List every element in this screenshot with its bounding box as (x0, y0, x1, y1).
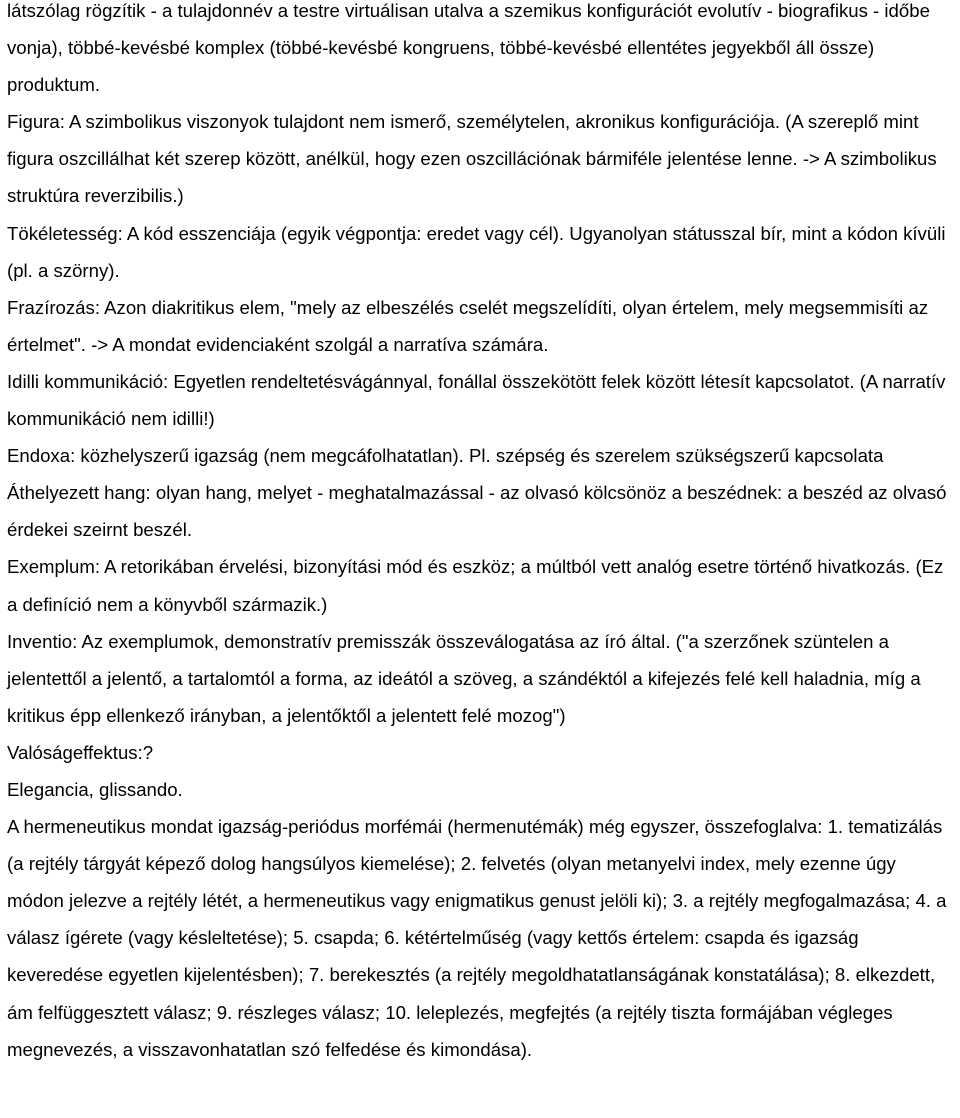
paragraph-athelyezett-hang: Áthelyezett hang: olyan hang, melyet - meghatalmazással - az olvasó kölcsönöz a beszédnek: a beszéd az olvasó érdekei szeirnt beszél. (7, 482, 947, 541)
paragraph-figura: Figura: A szimbolikus viszonyok tulajdont nem ismerő, személytelen, akronikus konfigurációja. (A szereplő mint figura oszcillálhat két szerep között, anélkül, hogy ezen oszcillációnak bármiféle jelentése lenne. -> A szimbolikus struktúra reverzibilis.) (7, 111, 937, 207)
paragraph-hermeneutikus-mondat: A hermeneutikus mondat igazság-periódus morfémái (hermenutémák) még egyszer, összefoglalva: 1. tematizálás (a rejtély tárgyát képező dolog hangsúlyos kiemelése); 2. felvetés (olyan metanyelvi index, mely ezenne úgy módon jelezve a rejtély létét, a hermeneutikus vagy enigmatikus genust jelöli ki); 3. a rejtély megfogalmazása; 4. a válasz ígérete (vagy késleltetése); 5. csapda; 6. kétértelműség (vagy kettős értelem: csapda és igazság keveredése egyetlen kijelentésben); 7. berekesztés (a rejtély megoldhatatlanságának konstatálása); 8. elkezdett, ám felfüggesztett válasz; 9. részleges válasz; 10. leleplezés, megfejtés (a rejtély tiszta formájában végleges megnevezés, a visszavonhatatlan szó felfedése és kimondása). (7, 816, 947, 1060)
paragraph-tokeletesseg: Tökéletesség: A kód esszenciája (egyik végpontja: eredet vagy cél). Ugyanolyan státusszal bír, mint a kódon kívüli (pl. a szörny). (7, 222, 946, 281)
paragraph-exemplum: Exemplum: A retorikában érvelési, bizonyítási mód és eszköz; a múltból vett analóg esetre történő hivatkozás. (Ez a definíció nem a könyvből származik.) (7, 556, 944, 615)
paragraph-elegancia: Elegancia, glissando. (7, 778, 183, 800)
paragraph-inventio: Inventio: Az exemplumok, demonstratív premisszák összeválogatása az író által. ("a szerzőnek szüntelen a jelentettől a jelentő, a tartalomtól a forma, az ideától a szöveg, a szándéktól a kifejezés felé kell haladnia, míg a kritikus épp ellenkező irányban, a jelentőktől a jelentett felé mozog") (7, 630, 921, 726)
paragraph-idilli-kommunikacio: Idilli kommunikáció: Egyetlen rendeltetésvágánnyal, fonállal összekötött felek között létesít kapcsolatot. (A narratív kommunikáció nem idilli!) (7, 370, 946, 430)
paragraph-frazirozas: Frazírozás: Azon diakritikus elem, "mely az elbeszélés cselét megszelídíti, olyan értelem, mely megsemmisíti az értelmet". -> A mondat evidenciaként szolgál a narratíva számára. (7, 296, 929, 355)
paragraph-endoxa: Endoxa: közhelyszerű igazság (nem megcáfolhatatlan). Pl. szépség és szerelem szükségszerű kapcsolata (7, 445, 884, 467)
paragraph-intro-continuation: látszólag rögzítik - a tulajdonnév a testre virtuálisan utalva a szemikus konfigurációt evolutív - biografikus - időbe vonja), többé-kevésbé komplex (többé-kevésbé kongruens, többé-kevésbé ellentétes jegyekből áll össze) produktum. (7, 0, 930, 96)
paragraph-valosageffektus: Valóságeffektus:? (7, 741, 154, 763)
